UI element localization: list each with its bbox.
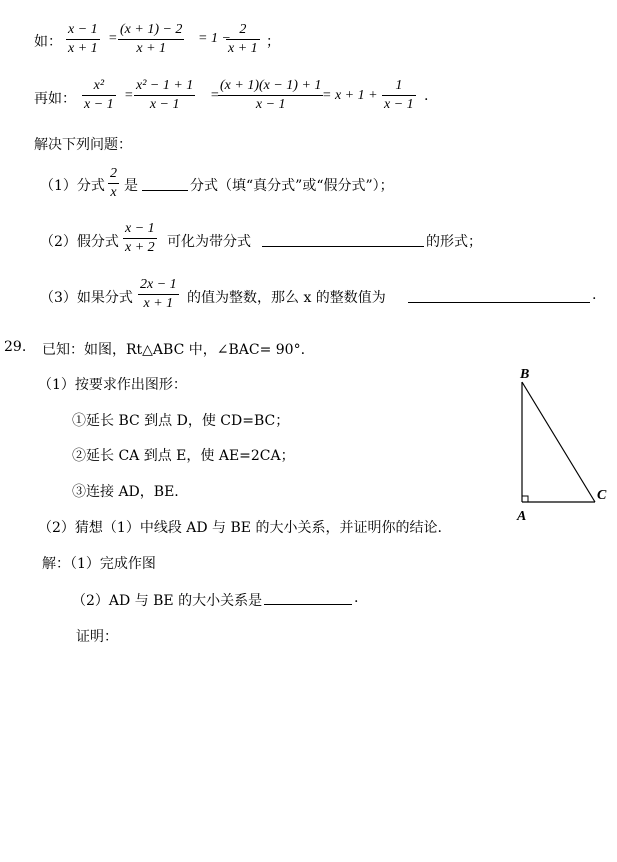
label-a: A: [517, 509, 527, 524]
proof-label: 证明：: [76, 629, 118, 645]
problem-29-sub1: （1）按要求作出图形：: [38, 377, 187, 393]
ex2-f3-denominator: x − 1: [255, 97, 286, 112]
q3-answer-blank[interactable]: [408, 302, 590, 303]
q1-numerator: 2: [108, 165, 119, 184]
problem-29-step2: ②延长 CA 到点 E，使 AE=2CA；: [72, 448, 295, 464]
ex2-f4-denominator: x − 1: [384, 97, 414, 112]
q2-denominator: x + 2: [125, 240, 155, 255]
q2-fraction: [123, 220, 157, 257]
q3-numerator: 2x − 1: [138, 276, 179, 295]
ex2-fraction-1: [82, 77, 116, 114]
ex2-fraction-3: [218, 77, 323, 114]
q2-numerator: x − 1: [123, 220, 157, 239]
q3-denominator: x + 1: [143, 296, 174, 311]
q2-label: （2）假分式: [40, 234, 119, 250]
problem-29-stem: 已知：如图，Rt△ABC 中，∠BAC= 90°.: [42, 342, 306, 358]
q1-denominator: x: [110, 185, 117, 200]
q1-mid: 是: [124, 178, 138, 194]
answer-part2-prefix: （2）AD 与 BE 的大小关系是: [72, 593, 263, 609]
ex1-f3-numerator: 2: [226, 21, 260, 40]
ex2-prefix: 再如：: [34, 91, 76, 107]
q1-answer-blank[interactable]: [142, 190, 188, 191]
q2-after: 的形式；: [426, 234, 482, 250]
q3-mid: 的值为整数，那么 x 的整数值为: [187, 290, 386, 306]
ex1-prefix: 如：: [34, 34, 62, 50]
ex2-equals-1: =: [124, 88, 134, 103]
answer-part2-blank[interactable]: [264, 604, 352, 605]
ex2-f2-denominator: x − 1: [149, 97, 180, 112]
problem-29-number: 29.: [4, 339, 27, 355]
problem-29-step1: ①延长 BC 到点 D，使 CD=BC；: [72, 413, 290, 429]
side-bc: [522, 382, 595, 502]
q3-fraction: [138, 276, 179, 313]
ex1-f2-denominator: x + 1: [136, 41, 167, 56]
label-b: B: [520, 367, 530, 382]
q2-mid: 可化为带分式: [167, 234, 251, 250]
ex2-fraction-2: [134, 77, 195, 114]
ex1-f1-denominator: x + 1: [68, 41, 98, 56]
ex1-equals-2: = 1 −: [198, 31, 231, 46]
ex2-f2-numerator: x² − 1 + 1: [134, 77, 195, 96]
ex1-equals-1: =: [108, 31, 118, 46]
q1-after: 分式（填“真分式”或“假分式”）；: [190, 178, 394, 194]
ex1-f3-denominator: x + 1: [228, 41, 258, 56]
q3-after: .: [592, 287, 597, 303]
ex1-f2-numerator: (x + 1) − 2: [118, 21, 184, 40]
ex2-f4-numerator: 1: [382, 77, 416, 96]
ex2-f1-numerator: x²: [82, 77, 116, 96]
q1-fraction: [108, 165, 119, 202]
ex1-suffix: ；: [266, 34, 280, 50]
ex1-fraction-3: [226, 21, 260, 58]
ex2-equals-2: =: [210, 88, 220, 103]
right-angle-mark: [522, 496, 528, 502]
answer-part2-suffix: .: [354, 590, 359, 606]
ex1-fraction-2: [118, 21, 184, 58]
problem-29-sub2: （2）猜想（1）中线段 AD 与 BE 的大小关系，并证明你的结论.: [38, 520, 442, 536]
q3-label: （3）如果分式: [40, 290, 133, 306]
ex1-f1-numerator: x − 1: [66, 21, 100, 40]
problem-29-step3: ③连接 AD，BE.: [72, 484, 179, 500]
solve-heading: 解决下列问题：: [34, 137, 132, 153]
ex2-equals-3: = x + 1 +: [322, 88, 378, 103]
label-c: C: [597, 488, 607, 503]
ex2-fraction-4: [382, 77, 416, 114]
triangle-figure: [508, 362, 613, 524]
ex2-suffix: .: [424, 88, 429, 104]
q2-answer-blank[interactable]: [262, 246, 424, 247]
answer-part1: 解：（1）完成作图: [42, 556, 156, 572]
ex2-f1-denominator: x − 1: [84, 97, 114, 112]
ex2-f3-numerator: (x + 1)(x − 1) + 1: [218, 77, 323, 96]
ex1-fraction-1: [66, 21, 100, 58]
q1-label: （1）分式: [40, 178, 105, 194]
